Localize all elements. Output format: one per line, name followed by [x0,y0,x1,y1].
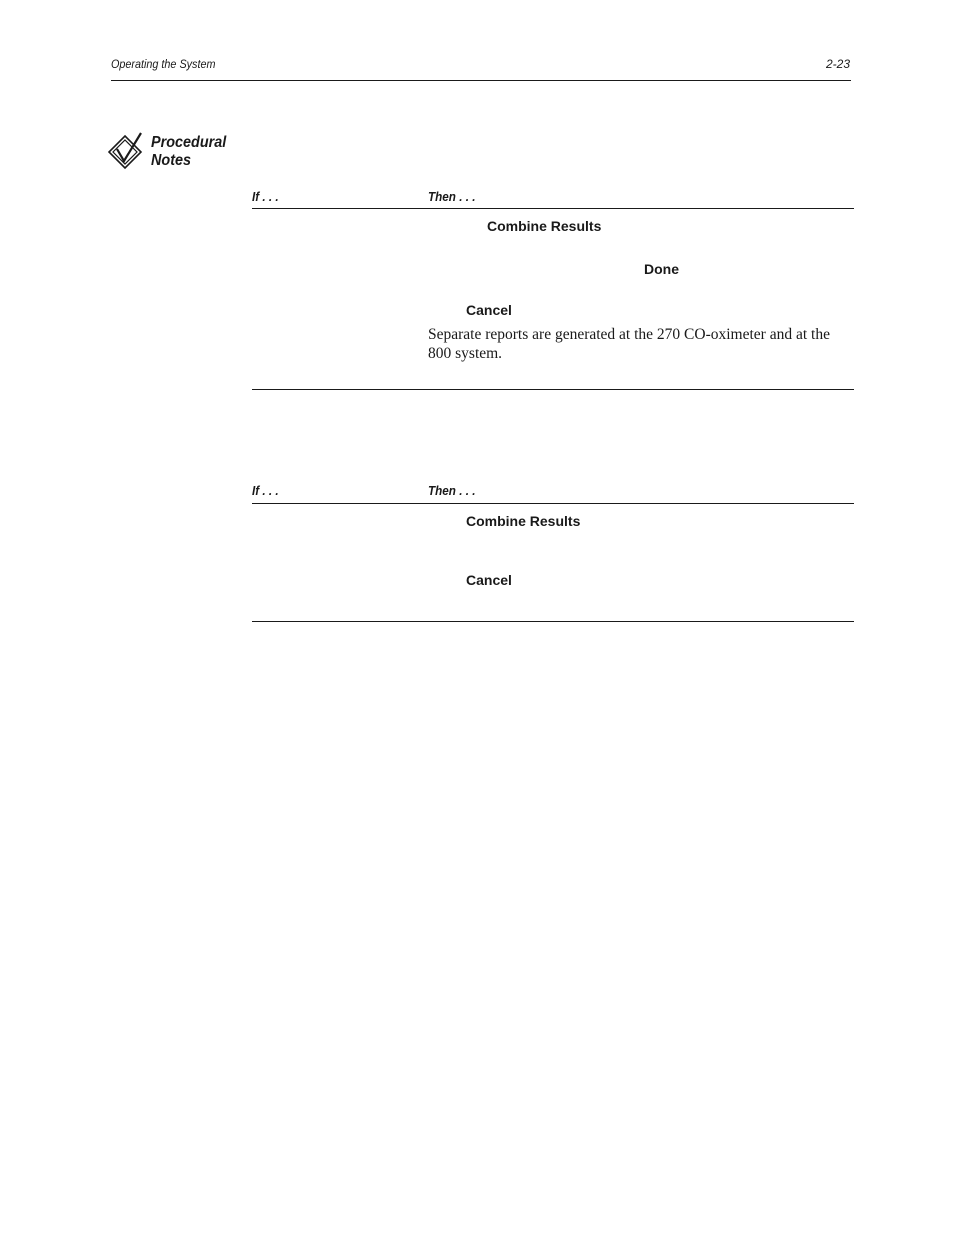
page-number: 2-23 [825,57,850,71]
running-title: Operating the System [111,57,216,71]
table2-bottom-rule [252,621,854,622]
table1-header-rule [252,208,854,209]
table1-then-header: Then . . . [428,189,476,204]
checkmark-diamond-icon [108,132,144,170]
table1-done-label: Done [644,261,679,277]
header-rule [111,80,851,81]
table2-combine-results-label: Combine Results [466,513,581,529]
table1-cancel-label: Cancel [466,302,512,318]
table2-if-header: If . . . [252,483,279,498]
table1-result-text: Separate reports are generated at the 270 CO-oximeter and at the 800 system. [428,326,830,362]
table1-if-header: If . . . [252,189,279,204]
table1-bottom-rule [252,389,854,390]
section-heading [151,134,226,170]
section-heading-line1: Procedural [151,134,227,151]
table2-cancel-label: Cancel [466,572,512,588]
table1-combine-results-label: Combine Results [487,218,602,234]
table2-header-rule [252,503,854,504]
section-heading-line2: Notes [151,152,192,169]
table2-then-header: Then . . . [428,483,476,498]
